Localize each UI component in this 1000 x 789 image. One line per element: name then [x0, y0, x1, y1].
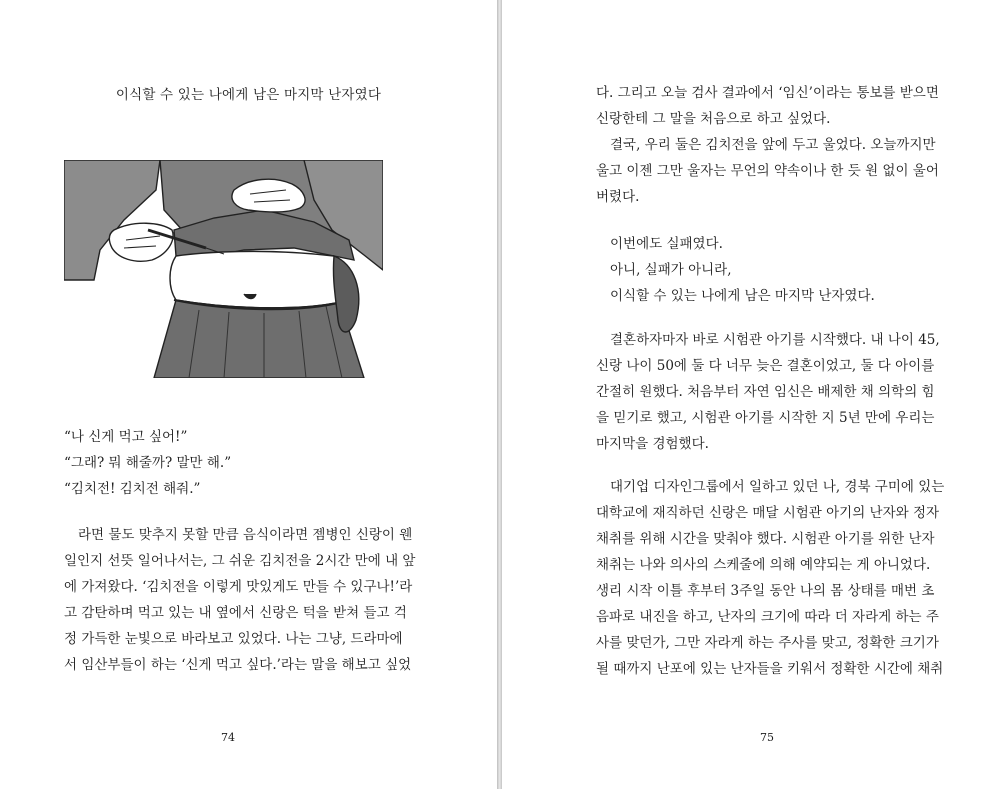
belly-injection-illustration — [64, 160, 383, 378]
body-paragraph — [596, 231, 941, 309]
text-line: 고 감탄하며 먹고 있는 내 옆에서 신랑은 턱을 받쳐 들고 걱 — [64, 605, 407, 621]
text-line: 이번에도 실패였다. — [610, 236, 723, 252]
text-line: 생리 시작 이틀 후부터 3주일 동안 나의 몸 상태를 매번 초 — [596, 583, 935, 599]
text-line: 을 믿기로 했고, 시험관 아기를 시작한 지 5년 만에 우리는 — [596, 410, 935, 426]
body-paragraph — [596, 327, 941, 457]
text-line: 음파로 내진을 하고, 난자의 크기에 따라 더 자라게 하는 주 — [596, 609, 939, 625]
text-line: 결국, 우리 둘은 김치전을 앞에 두고 울었다. 오늘까지만 — [610, 137, 936, 153]
text-line: 라면 물도 맞추지 못할 만큼 음식이라면 젬병인 신랑이 웬 — [78, 527, 413, 543]
text-line: 마지막을 경험했다. — [596, 436, 709, 452]
text-line: 일인지 선뜻 일어나서는, 그 쉬운 김치전을 2시간 만에 내 앞 — [64, 553, 416, 569]
text-line: 사를 맞던가, 그만 자라게 하는 주사를 맞고, 정확한 크기가 — [596, 635, 939, 651]
text-line: 채취는 나와 의사의 스케줄에 의해 예약되는 게 아니었다. — [596, 557, 931, 573]
text-line: 아니, 실패가 아니라, — [610, 262, 732, 278]
left-page — [0, 0, 497, 789]
text-line: 에 가져왔다. ‘김치전을 이렇게 맛있게도 만들 수 있구나!’라 — [64, 579, 413, 595]
dialogue-line: “그래? 뭐 해줄까? 말만 해.” — [64, 455, 232, 471]
body-paragraph — [64, 522, 416, 678]
dialogue-line: “나 신게 먹고 싶어!” — [64, 429, 188, 445]
text-line: 신랑한테 그 말을 처음으로 하고 싶었다. — [596, 111, 831, 127]
text-line: 이식할 수 있는 나에게 남은 마지막 난자였다. — [610, 288, 875, 304]
text-line: 정 가득한 눈빛으로 바라보고 있었다. 나는 그냥, 드라마에 — [64, 631, 403, 647]
illustration-caption: 이식할 수 있는 나에게 남은 마지막 난자였다 — [115, 87, 382, 103]
body-paragraph — [596, 474, 945, 682]
right-page — [502, 0, 1000, 789]
text-line: 채취를 위해 시간을 맞춰야 했다. 시험관 아기를 위한 난자 — [596, 531, 935, 547]
body-paragraph — [596, 80, 941, 210]
text-line: 결혼하자마자 바로 시험관 아기를 시작했다. 내 나이 45, — [610, 332, 940, 348]
text-line: 간절히 원했다. 처음부터 자연 임신은 배제한 채 의학의 힘 — [596, 384, 935, 400]
text-line: 서 임산부들이 하는 ‘신게 먹고 싶다.’라는 말을 해보고 싶었 — [64, 657, 412, 673]
dialogue-block — [64, 424, 404, 502]
page-number: 74 — [221, 731, 235, 744]
text-line: 울고 이젠 그만 울자는 무언의 약속이나 한 듯 원 없이 울어 — [596, 163, 939, 179]
dialogue-line: “김치전! 김치전 해줘.” — [64, 481, 201, 497]
text-line: 다. 그리고 오늘 검사 결과에서 ‘임신’이라는 통보를 받으면 — [596, 85, 939, 101]
text-line: 대학교에 재직하던 신랑은 매달 시험관 아기의 난자와 정자 — [596, 505, 940, 521]
text-line: 버렸다. — [596, 189, 640, 205]
text-line: 신랑 나이 50에 둘 다 너무 늦은 결혼이었고, 둘 다 아이를 — [596, 358, 935, 374]
text-line: 대기업 디자인그룹에서 일하고 있던 나, 경북 구미에 있는 — [610, 479, 945, 495]
text-line: 될 때까지 난포에 있는 난자들을 키워서 정확한 시간에 채취 — [596, 661, 944, 677]
page-number: 75 — [760, 731, 774, 744]
